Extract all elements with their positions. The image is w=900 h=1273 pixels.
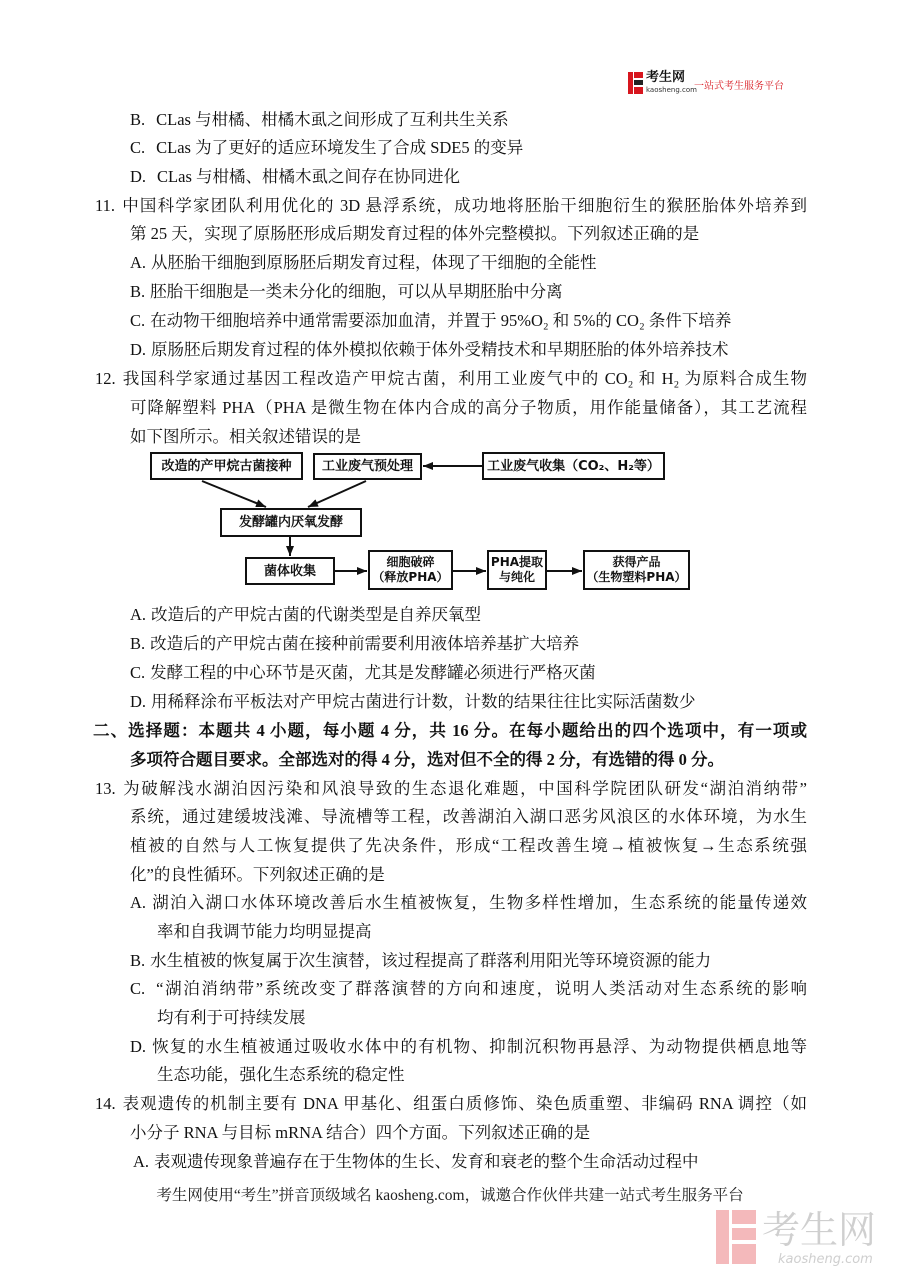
option-label: C. [130, 311, 146, 330]
q10-option-b [130, 110, 509, 130]
q12-stem-line-2: 可降解塑料 PHA（PHA 是微生物在体内合成的高分子物质，用作能量储备），其工艺流程 [130, 398, 807, 417]
option-label: B. [130, 634, 146, 653]
q13-stem-line-4: 化”的良性循环。下列叙述正确的是 [130, 865, 385, 884]
q13-option-c-continued: 均有利于可持续发展 [157, 1008, 306, 1027]
process-flowchart [140, 445, 700, 595]
option-label: A. [130, 893, 147, 912]
option-label: C. [130, 663, 146, 682]
kaosheng-watermark-icon [716, 1210, 756, 1264]
q11-stem-line-2: 第 25 天，实现了原肠胚形成后期发育过程的体外完整模拟。下列叙述正确的是 [130, 224, 700, 243]
option-label: C. [130, 979, 146, 998]
q11-option-c [130, 311, 731, 331]
option-text: CLas 为了更好的适应环境发生了合成 SDE5 的变异 [156, 138, 524, 157]
q13-option-b [130, 951, 711, 971]
header-brand-logo [628, 70, 798, 98]
q13-option-d-continued: 生态功能，强化生态系统的稳定性 [157, 1065, 405, 1084]
section-heading-line-2: 多项符合题目要求。全部选对的得 4 分，选对但不全的得 2 分，有选错的得 0 分。 [130, 750, 724, 769]
q11-option-d [130, 340, 729, 360]
q13-stem-line-1 [95, 779, 807, 799]
q13-option-d [130, 1037, 807, 1057]
arrow-inoculation-to-fermentation [202, 481, 266, 507]
flow-box-fermentation [220, 508, 362, 537]
option-text: 原肠胚后期发育过程的体外模拟依赖于体外受精技术和早期胚胎的体外培养技术 [151, 340, 729, 359]
q13-option-a-continued: 率和自我调节能力均明显提高 [157, 922, 372, 941]
q10-option-d [130, 167, 460, 187]
watermark-brand-name: 考生网 [762, 1208, 877, 1252]
stem-text: 为破解浅水湖泊因污染和风浪导致的生态退化难题，中国科学院团队研发“湖泊消纳带” [121, 779, 807, 798]
flow-box-collection [482, 452, 665, 480]
flow-box-label: 改造的产甲烷古菌接种 [161, 458, 292, 474]
flow-box-label-line-1: 获得产品 [612, 555, 661, 569]
option-label: B. [130, 110, 146, 129]
q12-option-b [130, 634, 579, 654]
q11-option-b [130, 282, 563, 302]
question-number: 12. [95, 369, 116, 388]
section-heading-line-1: 二、选择题：本题共 4 小题，每小题 4 分，共 16 分。在每小题给出的四个选项中，有一项或 [93, 721, 807, 740]
option-label: A. [130, 605, 147, 624]
q14-stem-line-2: 小分子 RNA 与目标 mRNA 结合）四个方面。下列叙述正确的是 [130, 1123, 591, 1142]
option-label: D. [130, 340, 147, 359]
q10-option-c [130, 138, 523, 158]
option-text: 改造后的产甲烷古菌的代谢类型是自养厌氧型 [151, 605, 482, 624]
option-label: D. [130, 692, 147, 711]
question-number: 11. [95, 196, 116, 215]
flow-box-product [583, 550, 690, 590]
kaosheng-logo-icon [628, 72, 643, 94]
q12-option-c [130, 663, 596, 683]
brand-slogan: 一站式考生服务平台 [694, 81, 784, 92]
option-text: 改造后的产甲烷古菌在接种前需要利用液体培养基扩大培养 [150, 634, 580, 653]
flow-box-label: 发酵罐内厌氧发酵 [238, 515, 343, 530]
option-text: 表观遗传现象普遍存在于生物体的生长、发育和衰老的整个生命活动过程中 [154, 1152, 699, 1171]
flow-box-label: 工业废气收集（CO₂、H₂等） [487, 458, 660, 474]
page-footer: 考生网使用“考生”拼音顶级域名 kaosheng.com，诚邀合作伙伴共建一站式考生服务平台 [156, 1187, 744, 1204]
flow-box-label-line-2: 与纯化 [498, 570, 535, 584]
q11-stem-line-1 [95, 196, 807, 216]
flow-box-label-line-2: （释放PHA） [372, 570, 449, 584]
stem-text: 我国科学家通过基因工程改造产甲烷古菌，利用工业废气中的 CO₂ 和 H₂ 为原料合成生物 [121, 369, 807, 388]
option-text: 湖泊入湖口水体环境改善后水生植被恢复，生物多样性增加，生态系统的能量传递效 [151, 893, 807, 912]
brand-name: 考生网 [646, 70, 686, 85]
option-text: 用稀释涂布平板法对产甲烷古菌进行计数，计数的结果往往比实际活菌数少 [151, 692, 696, 711]
flow-box-inoculation [150, 452, 303, 480]
watermark-brand-domain: kaosheng.com [778, 1252, 873, 1267]
flow-box-harvest [245, 557, 335, 585]
option-text: 在动物干细胞培养中通常需要添加血清，并置于 95%O₂ 和 5%的 CO₂ 条件下培养 [150, 311, 732, 330]
option-label: A. [130, 253, 147, 272]
option-label: C. [130, 138, 146, 157]
question-number: 14. [95, 1094, 116, 1113]
option-text: 水生植被的恢复属于次生演替，该过程提高了群落利用阳光等环境资源的能力 [150, 951, 712, 970]
option-label: A. [133, 1152, 150, 1171]
q11-option-a [130, 253, 597, 273]
stem-text: 中国科学家团队利用优化的 3D 悬浮系统，成功地将胚胎干细胞衍生的猴胚胎体外培养到 [121, 196, 807, 215]
option-text: 胚胎干细胞是一类未分化的细胞，可以从早期胚胎中分离 [150, 282, 563, 301]
q13-option-a [130, 893, 807, 913]
flow-box-label: 菌体收集 [263, 563, 316, 579]
stem-text: 表观遗传的机制主要有 DNA 甲基化、组蛋白质修饰、染色质重塑、非编码 RNA 调控（如 [121, 1094, 807, 1113]
brand-domain: kaosheng.com [646, 86, 697, 94]
q12-stem-line-3: 如下图所示。相关叙述错误的是 [130, 427, 361, 446]
watermark-logo [716, 1208, 896, 1270]
q12-stem-line-1 [95, 369, 807, 389]
q13-option-c [130, 979, 807, 999]
q13-stem-line-2: 系统，通过建缓坡浅滩、导流槽等工程，改善湖泊入湖口恶劣风浪区的水体环境，为水生 [130, 807, 807, 826]
option-label: B. [130, 282, 146, 301]
q13-stem-line-3: 植被的自然与人工恢复提供了先决条件，形成“工程改善生境→植被恢复→生态系统强 [130, 836, 807, 855]
q14-option-a [133, 1152, 699, 1172]
option-label: D. [130, 167, 147, 186]
q12-option-a [130, 605, 481, 625]
arrow-pretreatment-to-fermentation [308, 481, 366, 507]
flow-box-label: 工业废气预处理 [321, 459, 413, 474]
option-label: D. [130, 1037, 147, 1056]
flow-box-pretreatment [313, 453, 422, 480]
option-text: CLas 与柑橘、柑橘木虱之间存在协同进化 [157, 167, 461, 186]
option-text: CLas 与柑橘、柑橘木虱之间形成了互利共生关系 [156, 110, 509, 129]
option-text: 恢复的水生植被通过吸收水体中的有机物、抑制沉积物再悬浮、为动物提供栖息地等 [151, 1037, 807, 1056]
option-text: 从胚胎干细胞到原肠胚后期发育过程，体现了干细胞的全能性 [151, 253, 597, 272]
q14-stem-line-1 [95, 1094, 807, 1114]
flow-box-label-line-2: （生物塑料PHA） [586, 570, 687, 584]
option-text: 发酵工程的中心环节是灭菌，尤其是发酵罐必须进行严格灭菌 [150, 663, 596, 682]
flow-box-lysis [368, 550, 453, 590]
option-text: “湖泊消纳带”系统改变了群落演替的方向和速度，说明人类活动对生态系统的影响 [156, 979, 807, 998]
q12-option-d [130, 692, 696, 712]
question-number: 13. [95, 779, 116, 798]
flow-box-label-line-1: PHA提取 [490, 555, 544, 569]
option-label: B. [130, 951, 146, 970]
flow-box-extraction [487, 550, 547, 590]
flow-box-label-line-1: 细胞破碎 [386, 555, 435, 569]
